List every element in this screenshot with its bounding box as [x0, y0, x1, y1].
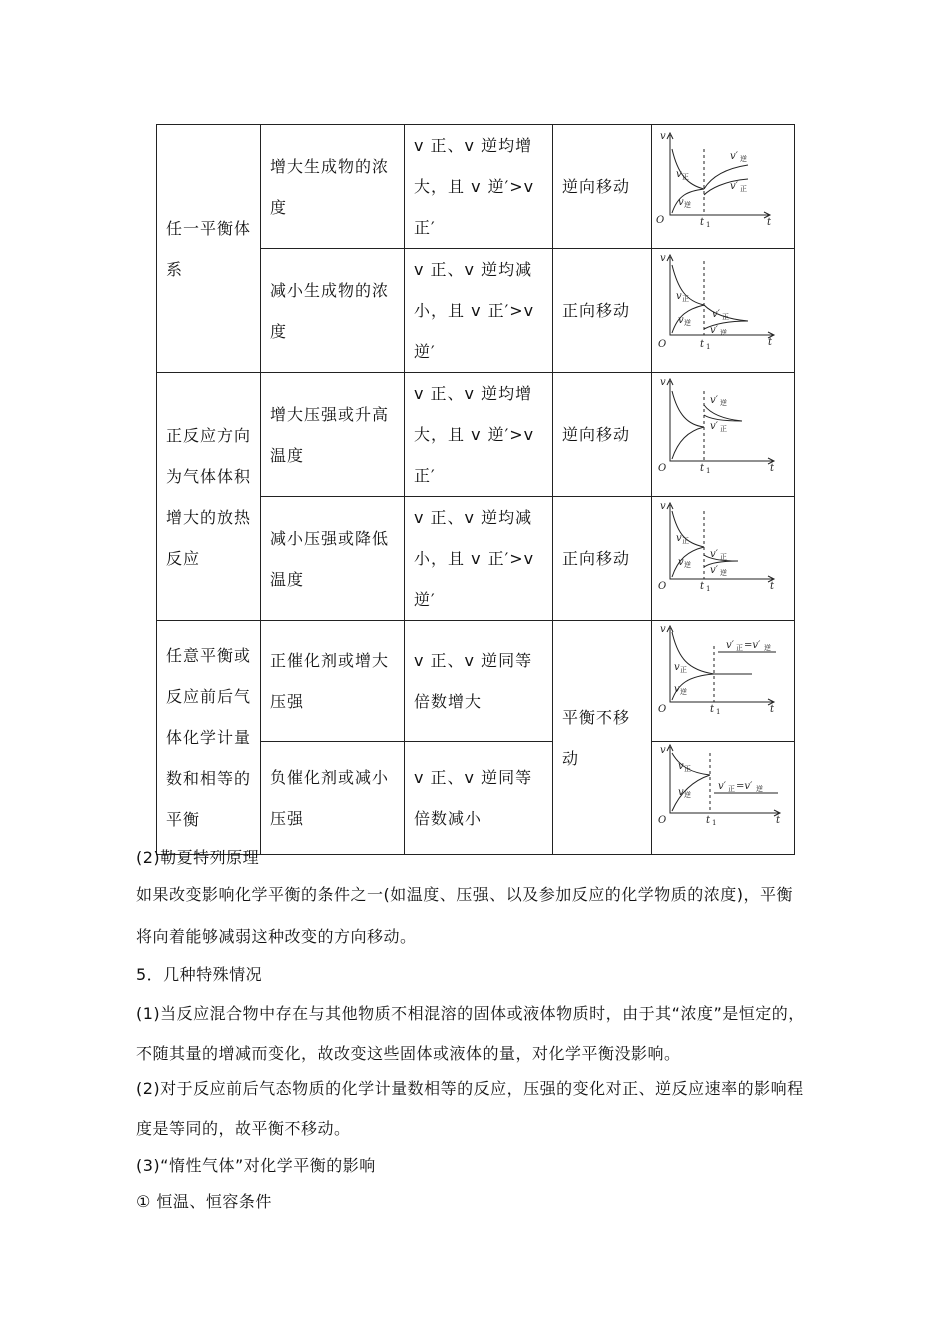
svg-text:逆: 逆 [720, 329, 727, 337]
svg-text:1: 1 [706, 467, 711, 475]
svg-text:=v′: =v′ [736, 780, 753, 792]
svg-text:正: 正 [720, 553, 727, 561]
svg-text:v: v [660, 253, 666, 264]
rate-time-graph-icon [652, 375, 793, 494]
special-p3: (3)“惰性气体”对化学平衡的影响 [136, 1156, 376, 1175]
svg-text:正: 正 [682, 173, 689, 181]
svg-text:1: 1 [716, 707, 721, 716]
svg-text:t: t [706, 814, 711, 826]
condition-cell: 减小生成物的浓度 [261, 249, 405, 373]
system-cell: 任意平衡或反应前后气体化学计量数和相等的平衡 [157, 621, 261, 855]
svg-text:逆: 逆 [720, 399, 727, 407]
rate-time-graph-icon [652, 499, 793, 618]
graph-cell [652, 742, 795, 855]
svg-text:t: t [770, 581, 775, 592]
svg-text:逆: 逆 [720, 569, 727, 577]
system-cell: 任一平衡体系 [157, 125, 261, 373]
svg-text:v′: v′ [726, 639, 734, 651]
svg-text:1: 1 [706, 343, 711, 351]
rate-cell: v 正、v 逆同等倍数增大 [405, 621, 553, 742]
svg-text:O: O [656, 215, 665, 226]
condition-cell: 负催化剂或减小压强 [261, 742, 405, 855]
svg-text:1: 1 [706, 585, 711, 593]
svg-text:v′: v′ [710, 325, 718, 336]
svg-text:逆: 逆 [740, 155, 747, 163]
rate-cell: v 正、v 逆均增大，且 v 逆′>v 正′ [405, 125, 553, 249]
svg-text:逆: 逆 [684, 790, 691, 799]
svg-text:t: t [767, 217, 772, 228]
svg-text:v′: v′ [730, 151, 738, 162]
special-p2-line2: 度是等同的，故平衡不移动。 [136, 1119, 351, 1138]
graph-cell [652, 497, 795, 621]
svg-text:t: t [770, 463, 775, 474]
lechatelier-text-line1: 如果改变影响化学平衡的条件之一(如温度、压强、以及参加反应的化学物质的浓度)，平衡 [136, 885, 793, 904]
svg-text:v′: v′ [710, 395, 718, 406]
svg-text:t: t [700, 339, 705, 350]
special-p1-line1: (1)当反应混合物中存在与其他物质不相混溶的固体或液体物质时，由于其“浓度”是恒定的， [136, 1004, 805, 1023]
svg-text:正: 正 [736, 643, 743, 652]
rate-cell: v 正、v 逆均减小，且 v 正′>v 逆′ [405, 249, 553, 373]
svg-text:v: v [674, 661, 680, 673]
svg-text:逆: 逆 [684, 561, 691, 569]
svg-text:v′: v′ [718, 780, 726, 792]
svg-text:逆: 逆 [680, 687, 687, 696]
svg-text:v: v [676, 533, 682, 544]
svg-text:v′: v′ [712, 309, 720, 320]
svg-text:t: t [776, 814, 781, 826]
rate-time-graph-icon [652, 622, 793, 741]
rate-cell: v 正、v 逆同等倍数减小 [405, 742, 553, 855]
graph-cell [652, 373, 795, 497]
shift-cell: 平衡不移动 [553, 621, 652, 855]
svg-text:t: t [700, 217, 705, 228]
svg-text:v′: v′ [710, 549, 718, 560]
svg-text:v: v [660, 131, 666, 142]
rate-cell: v 正、v 逆均减小，且 v 正′>v 逆′ [405, 497, 553, 621]
condition-cell: 增大压强或升高温度 [261, 373, 405, 497]
condition-cell: 正催化剂或增大压强 [261, 621, 405, 742]
condition-cell: 增大生成物的浓度 [261, 125, 405, 249]
svg-text:O: O [658, 703, 667, 715]
svg-text:=v′: =v′ [744, 639, 761, 651]
rate-cell: v 正、v 逆均增大，且 v 逆′>v 正′ [405, 373, 553, 497]
rate-time-graph-icon [652, 743, 793, 854]
svg-text:逆: 逆 [684, 201, 691, 209]
svg-text:逆: 逆 [756, 784, 763, 793]
svg-text:v: v [676, 291, 682, 302]
svg-text:逆: 逆 [764, 643, 771, 652]
svg-text:正: 正 [720, 425, 727, 433]
shift-cell: 逆向移动 [553, 125, 652, 249]
svg-text:O: O [658, 339, 667, 350]
special-p1-line2: 不随其量的增减而变化，故改变这些固体或液体的量，对化学平衡没影响。 [136, 1044, 681, 1063]
lechatelier-text-line2: 将向着能够减弱这种改变的方向移动。 [136, 927, 417, 946]
rate-time-graph-icon [652, 251, 793, 370]
svg-text:正: 正 [740, 185, 747, 193]
svg-text:v: v [678, 315, 684, 326]
graph-cell [652, 249, 795, 373]
shift-cell: 正向移动 [553, 497, 652, 621]
svg-text:正: 正 [682, 295, 689, 303]
svg-text:v: v [660, 377, 666, 388]
svg-text:v′: v′ [710, 421, 718, 432]
svg-text:v: v [660, 744, 666, 756]
lechatelier-heading: (2)勒夏特列原理 [136, 848, 260, 867]
shift-cell: 逆向移动 [553, 373, 652, 497]
svg-text:v: v [678, 557, 684, 568]
shift-cell: 正向移动 [553, 249, 652, 373]
svg-text:O: O [658, 814, 667, 826]
special-p2-line1: (2)对于反应前后气态物质的化学计量数相等的反应，压强的变化对正、逆反应速率的影响程 [136, 1079, 804, 1098]
svg-text:v: v [678, 197, 684, 208]
condition-cell: 减小压强或降低温度 [261, 497, 405, 621]
svg-text:t: t [710, 703, 715, 715]
svg-text:v: v [676, 169, 682, 180]
system-cell: 正反应方向为气体体积增大的放热反应 [157, 373, 261, 621]
svg-text:正: 正 [680, 665, 687, 674]
svg-text:v: v [678, 760, 684, 772]
svg-text:正: 正 [722, 313, 729, 321]
graph-cell [652, 621, 795, 742]
svg-text:逆: 逆 [684, 319, 691, 327]
graph-cell [652, 125, 795, 249]
svg-text:1: 1 [706, 221, 711, 229]
svg-text:1: 1 [712, 818, 717, 827]
svg-text:v′: v′ [710, 565, 718, 576]
svg-text:t: t [700, 581, 705, 592]
special-p3-sub: ① 恒温、恒容条件 [136, 1192, 272, 1211]
svg-text:v: v [674, 683, 680, 695]
special-cases-heading: 5．几种特殊情况 [136, 965, 263, 984]
svg-text:t: t [768, 337, 773, 348]
svg-text:O: O [658, 581, 667, 592]
svg-text:v: v [660, 501, 666, 512]
equilibrium-shift-table [156, 124, 795, 855]
svg-text:v: v [660, 623, 666, 635]
svg-text:t: t [700, 463, 705, 474]
svg-text:t: t [770, 703, 775, 715]
svg-text:v: v [678, 786, 684, 798]
svg-text:O: O [658, 463, 667, 474]
svg-text:v′: v′ [730, 181, 738, 192]
svg-text:正: 正 [728, 784, 735, 793]
rate-time-graph-icon [652, 127, 793, 246]
svg-text:正: 正 [684, 764, 691, 773]
svg-text:正: 正 [682, 537, 689, 545]
